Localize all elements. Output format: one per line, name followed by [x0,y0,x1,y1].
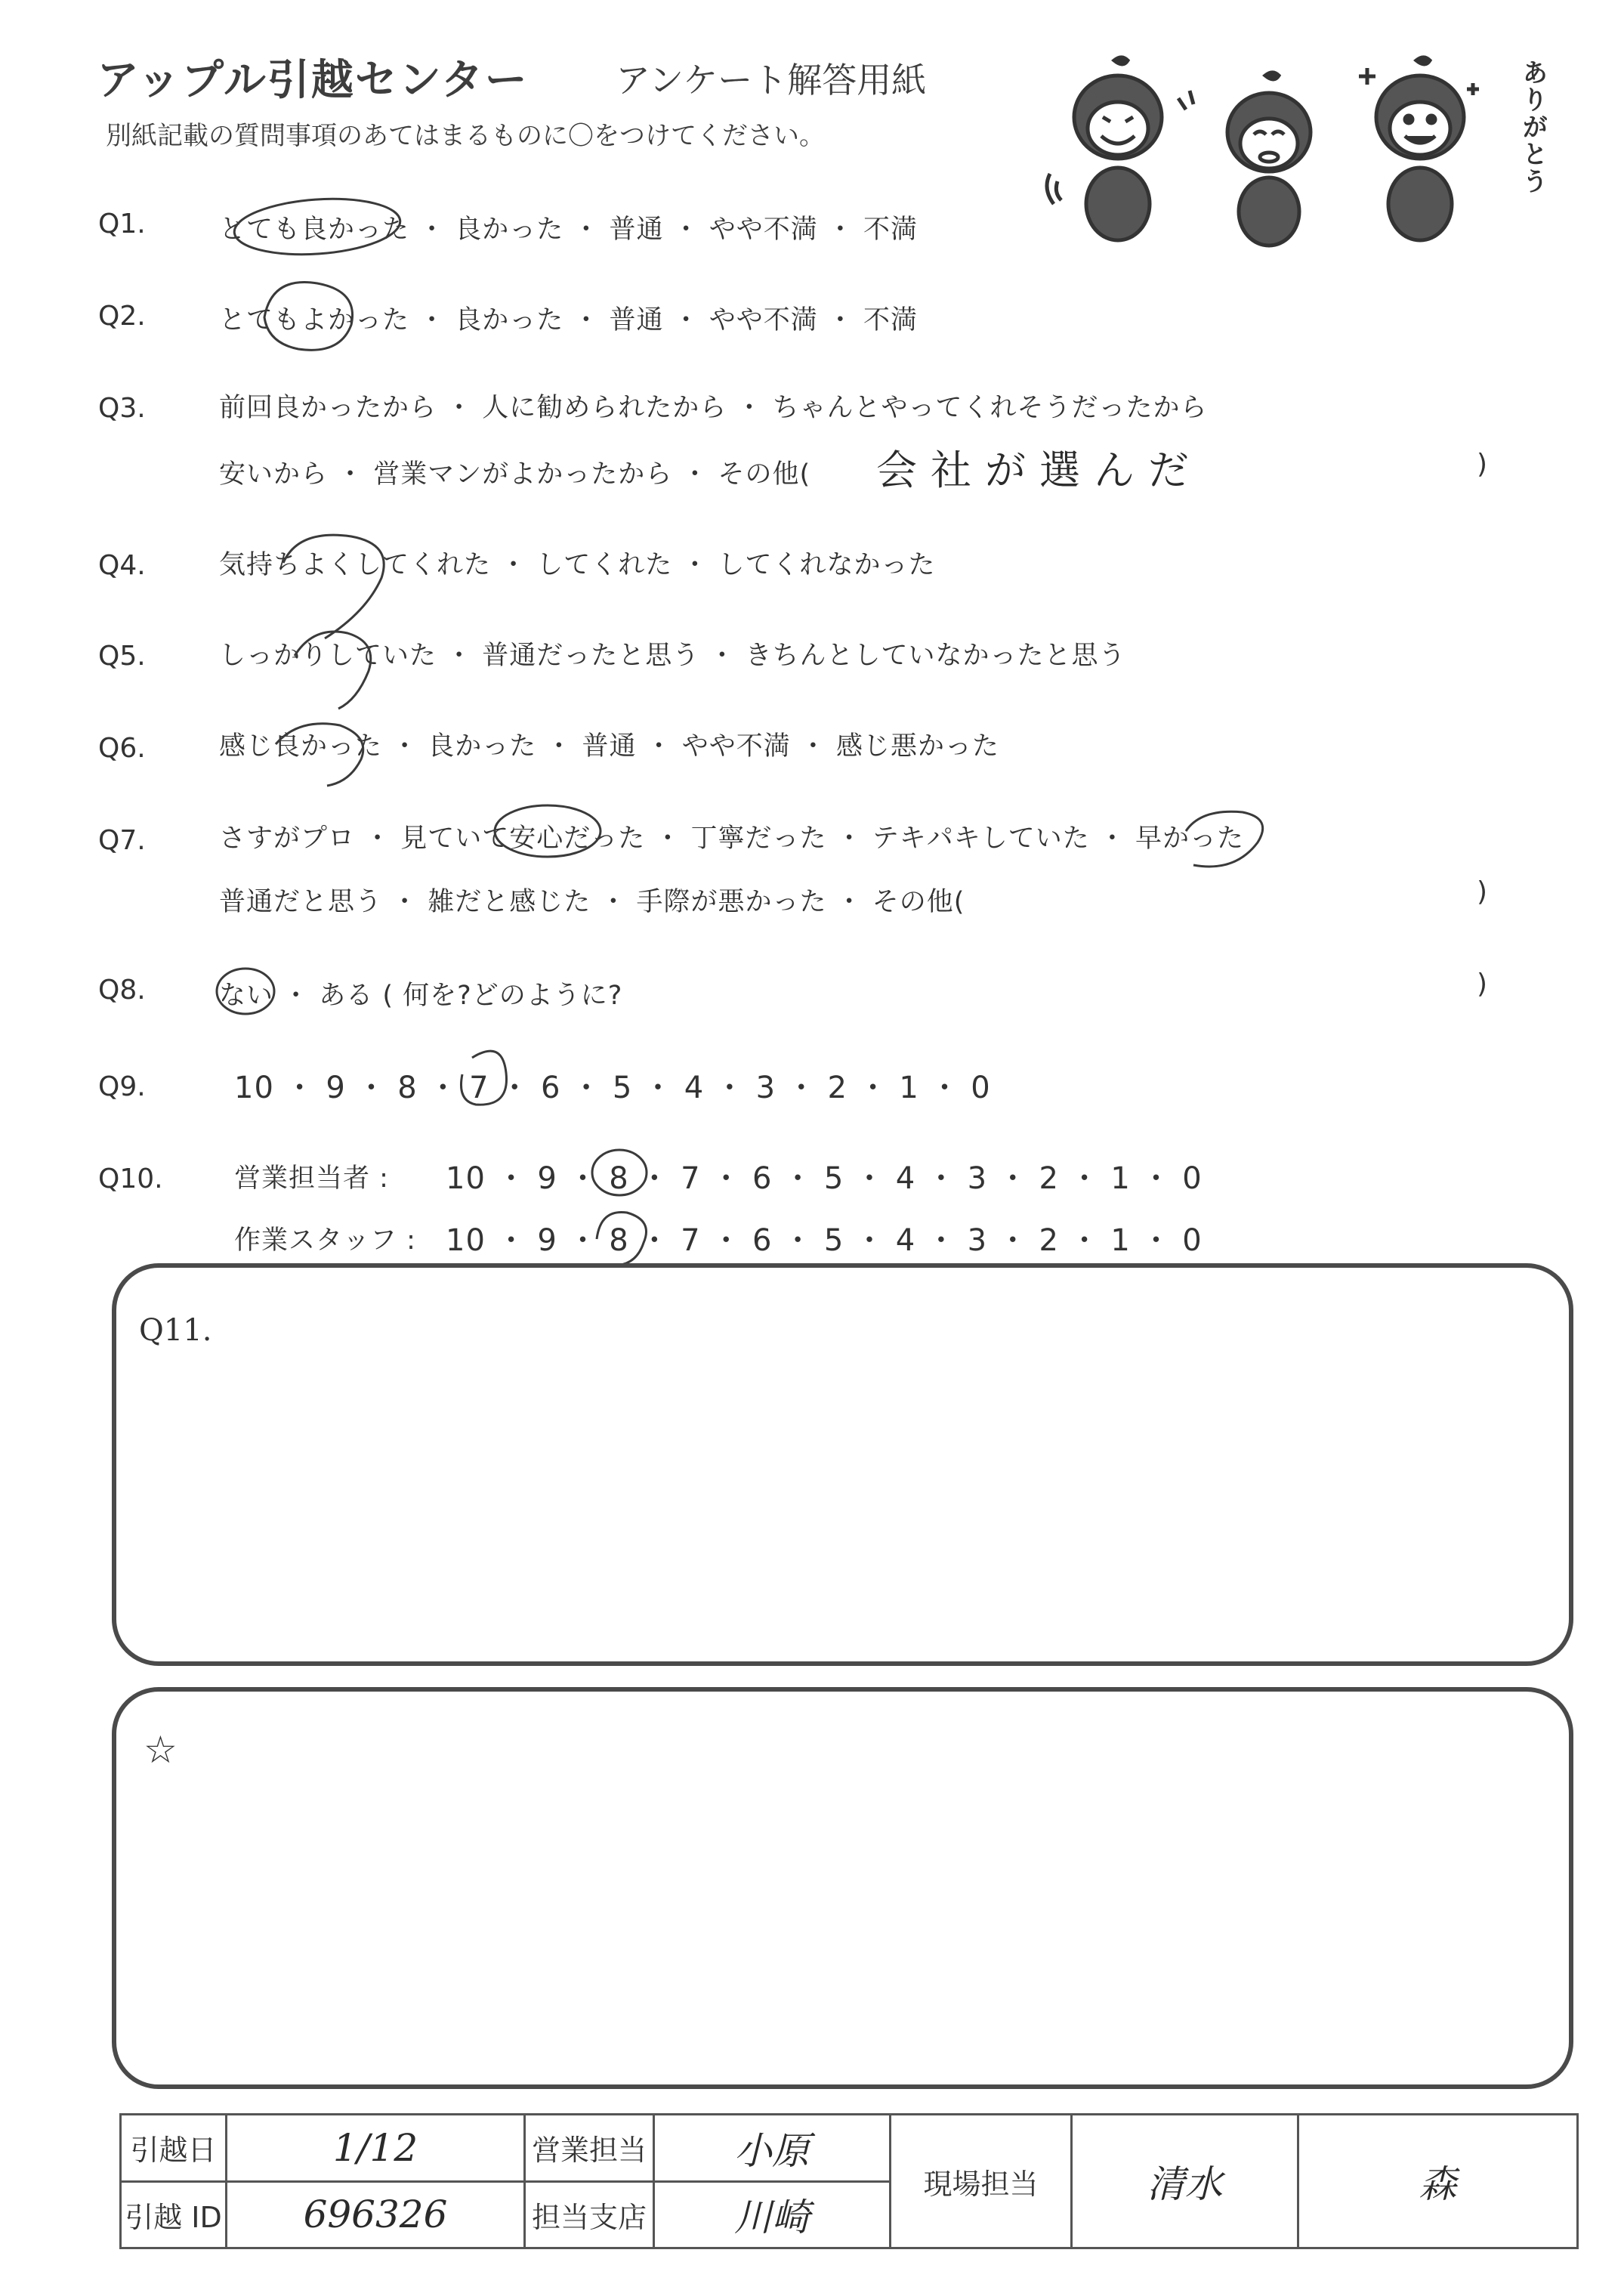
q7-options-line1[interactable]: さすがプロ ・ 見ていて安心だった ・ 丁寧だった ・ テキパキしていた ・ 早かった [219,824,1245,854]
q4-selection-circle [283,535,384,638]
q4-label: Q4. [98,550,146,581]
q7-anshin-circle [495,805,601,857]
site-rep-label: 現場担当 [891,2115,1072,2248]
instructions-text: 別紙記載の質問事項のあてはまるものに〇をつけてください。 [106,121,825,151]
q8-label: Q8. [98,975,146,1006]
q5-label: Q5. [98,641,146,672]
q3-other-handwritten: 会社が選んだ [876,447,1203,494]
moving-id-label: 引越 ID [121,2181,227,2248]
thanks-text: ありがとう [1517,59,1548,195]
q8-options[interactable]: ない ・ ある ( 何を?どのように? [219,981,623,1011]
sales-rep-value: 小原 [654,2115,891,2182]
q10-label: Q10. [98,1163,163,1194]
sales-rep-label: 営業担当 [525,2115,654,2182]
moving-info-table [119,2113,1579,2249]
q6-selection-circle [276,724,363,786]
q10-sales-scale[interactable]: 10 ・ 9 ・ 8 ・ 7 ・ 6 ・ 5 ・ 4 ・ 3 ・ 2 ・ 1 ・ 0 [446,1161,1203,1196]
company-title: アップル引越センター [97,56,529,105]
q2-options[interactable]: とてもよかった ・ 良かった ・ 普通 ・ やや不満 ・ 不満 [219,305,919,335]
moving-date-value: 1/12 [227,2115,525,2182]
q10-staff-eight-circle [597,1212,647,1265]
moving-id-value: 696326 [227,2181,525,2248]
q5-options[interactable]: しっかりしていた ・ 普通だったと思う ・ きちんとしていなかったと思う [219,641,1126,671]
branch-value: 川崎 [654,2181,891,2248]
q10-sales-label: 営業担当者 : [234,1163,389,1194]
q9-seven-circle [461,1051,506,1105]
q1-options[interactable]: とても良かった ・ 良かった ・ 普通 ・ やや不満 ・ 不満 [219,215,919,245]
q9-scale[interactable]: 10 ・ 9 ・ 8 ・ 7 ・ 6 ・ 5 ・ 4 ・ 3 ・ 2 ・ 1 ・ 0 [234,1071,991,1105]
star-icon: ☆ [144,1728,178,1772]
q2-label: Q2. [98,301,146,332]
q7-hayakatta-circle [1186,811,1263,867]
q8-close-paren: ) [1477,969,1488,1000]
q11-comment-box[interactable] [112,1263,1573,1666]
q7-options-line2[interactable]: 普通だと思う ・ 雑だと感じた ・ 手際が悪かった ・ その他( [219,887,965,917]
q6-label: Q6. [98,733,146,764]
q5-selection-circle [295,632,371,709]
q9-label: Q9. [98,1071,146,1102]
q11-box-label: Q11. [139,1313,212,1348]
q3-label: Q3. [98,393,146,424]
q3-options-line2[interactable]: 安いから ・ 営業マンがよかったから ・ その他( [219,459,811,490]
q10-staff-label: 作業スタッフ : [234,1225,416,1256]
site-rep-2-value: 森 [1298,2115,1578,2248]
q10-staff-scale[interactable]: 10 ・ 9 ・ 8 ・ 7 ・ 6 ・ 5 ・ 4 ・ 3 ・ 2 ・ 1 ・ 0 [446,1223,1203,1258]
q2-selection-circle [264,282,353,350]
q4-options[interactable]: 気持ちよくしてくれた ・ してくれた ・ してくれなかった [219,550,936,580]
q1-selection-circle [233,193,402,259]
q3-close-paren: ) [1477,449,1488,480]
q6-options[interactable]: 感じ良かった ・ 良かった ・ 普通 ・ やや不満 ・ 感じ悪かった [219,731,1000,762]
q7-close-paren: ) [1477,876,1488,907]
q3-options-line1[interactable]: 前回良かったから ・ 人に勧められたから ・ ちゃんとやってくれそうだったから [219,393,1208,423]
q8-nai-circle [217,969,274,1014]
q10-sales-eight-circle [592,1150,647,1195]
q7-label: Q7. [98,825,146,856]
site-rep-1-value: 清水 [1072,2115,1298,2248]
q1-label: Q1. [98,209,146,239]
moving-date-label: 引越日 [121,2115,227,2182]
star-comment-box[interactable] [112,1687,1573,2089]
branch-label: 担当支店 [525,2181,654,2248]
form-subtitle: アンケート解答用紙 [616,60,927,100]
